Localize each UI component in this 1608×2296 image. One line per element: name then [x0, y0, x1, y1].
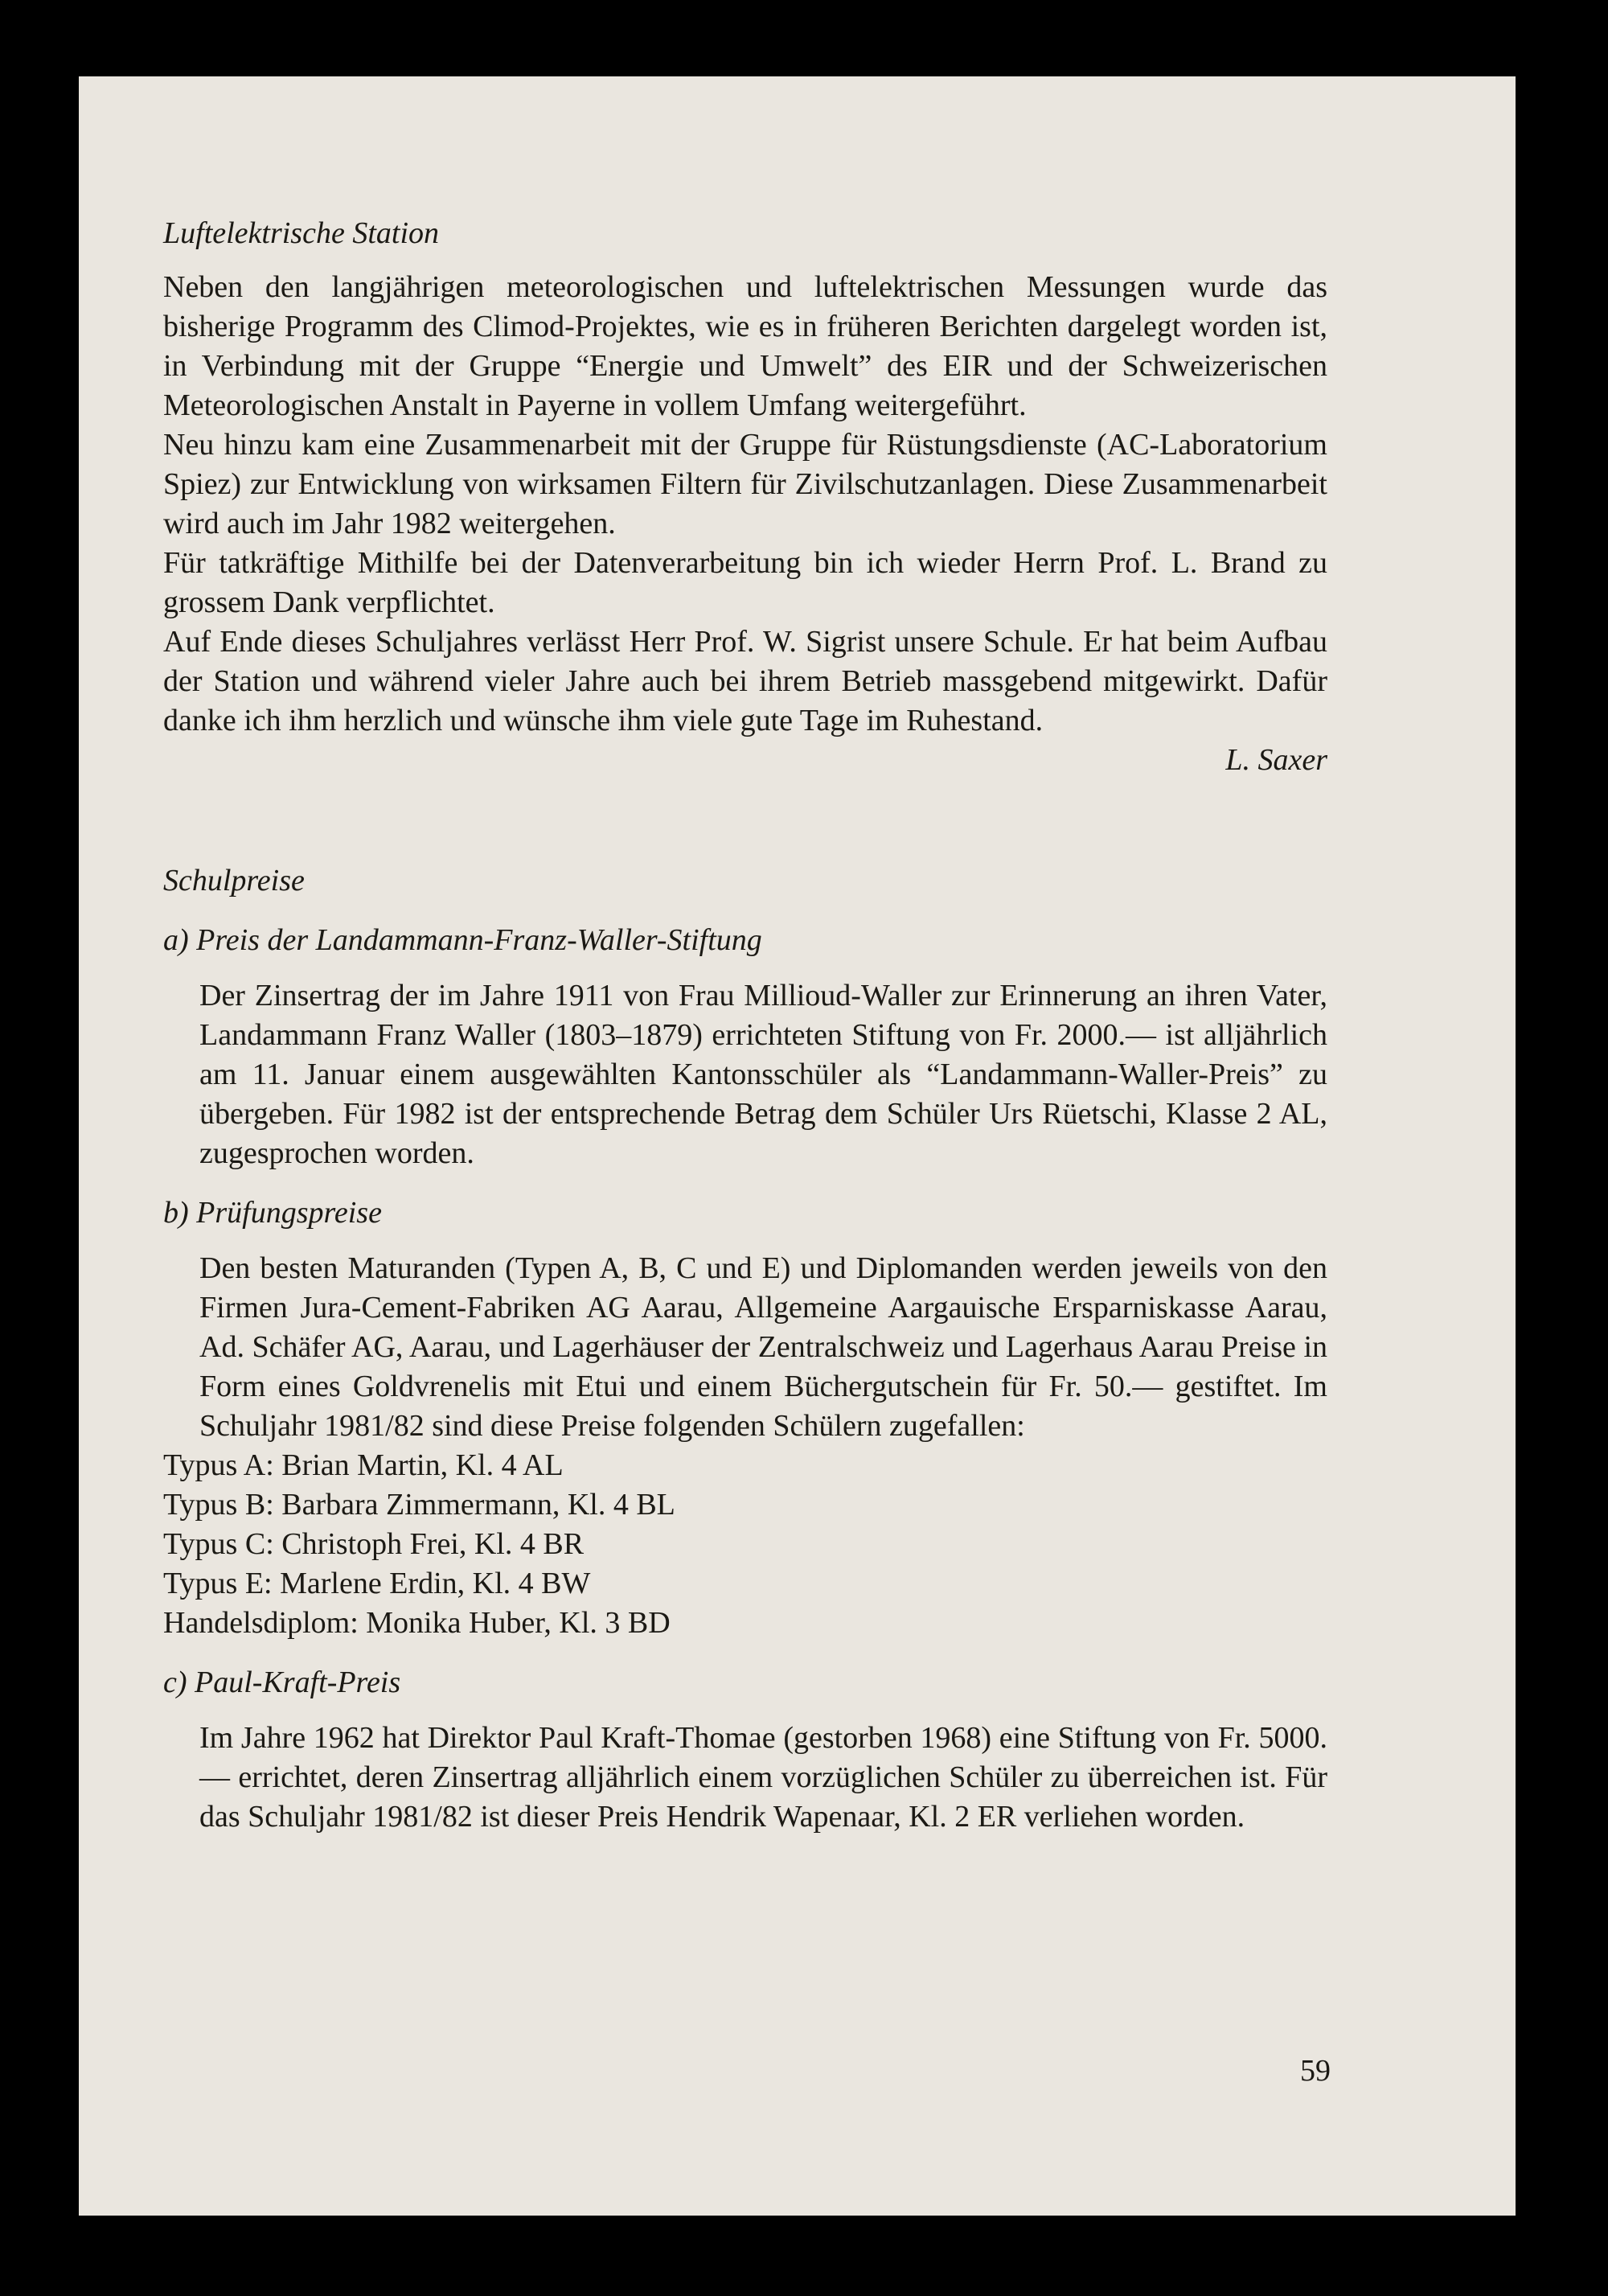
page-content: [163, 213, 1327, 1837]
section-luftelektrische-station: [163, 213, 1327, 780]
paragraph: Den besten Maturanden (Typen A, B, C und E) und Diplomanden werden jeweils von den Firmen Jura-Cement-Fabriken AG Aarau, Allgemeine Aargauische Ersparniskasse Aarau, Ad. Schäfer AG, Aarau, und Lagerhäuser der Zentralschweiz und Lagerhaus Aarau Preise in Form eines Goldvrenelis mit Etui und einem Büchergutschein für Fr. 50.— gestiftet. Im Schuljahr 1981/82 sind diese Preise folgenden Schülern zugefallen:: [199, 1251, 1327, 1443]
subsection-title-c: c) Paul-Kraft-Preis: [163, 1666, 401, 1699]
document-page: [79, 76, 1516, 2216]
list-item: Typus B: Barbara Zimmermann, Kl. 4 BL: [163, 1488, 675, 1522]
list-item: Typus A: Brian Martin, Kl. 4 AL: [163, 1448, 564, 1482]
paragraph: Im Jahre 1962 hat Direktor Paul Kraft-Thomae (gestorben 1968) eine Stiftung von Fr. 5000.— errichtet, deren Zinsertrag alljährlich einem vorzüglichen Schüler zu überreichen ist. Für das Schuljahr 1981/82 ist dieser Preis Hendrik Wapenaar, Kl. 2 ER verliehen worden.: [199, 1721, 1327, 1834]
list-item: Typus E: Marlene Erdin, Kl. 4 BW: [163, 1567, 591, 1600]
page-number: 59: [1300, 2054, 1331, 2088]
paragraph: Neben den langjährigen meteorologischen und luftelektrischen Messungen wurde das bisherige Programm des Climod-Projektes, wie es in früheren Berichten dargelegt worden ist, in Verbindung mit der Gruppe “Energie und Umwelt” des EIR und der Schweizerischen Meteorologischen Anstalt in Payerne in vollem Umfang weitergeführt.: [163, 270, 1327, 422]
subsection-title-b: b) Prüfungspreise: [163, 1196, 382, 1230]
paragraph: Neu hinzu kam eine Zusammenarbeit mit der Gruppe für Rüstungsdienste (AC-Laboratorium Spiez) zur Entwicklung von wirksamen Filtern für Zivilschutzanlagen. Diese Zusammenarbeit wird auch im Jahr 1982 weitergehen.: [163, 428, 1327, 540]
paragraph: Auf Ende dieses Schuljahres verlässt Herr Prof. W. Sigrist unsere Schule. Er hat beim Aufbau der Station und während vieler Jahre auch bei ihrem Betrieb massgebend mitgewirkt. Dafür danke ich ihm herzlich und wünsche ihm viele gute Tage im Ruhestand.: [163, 625, 1327, 737]
section-heading: Schulpreise: [163, 864, 305, 897]
list-item: Typus C: Christoph Frei, Kl. 4 BR: [163, 1527, 585, 1561]
list-item: Handelsdiplom: Monika Huber, Kl. 3 BD: [163, 1606, 671, 1640]
author-signature: L. Saxer: [1225, 743, 1327, 777]
section-heading: Luftelektrische Station: [163, 216, 440, 250]
subsection-title-a: a) Preis der Landammann-Franz-Waller-Stiftung: [163, 923, 762, 957]
section-schulpreise: [163, 860, 1327, 1837]
paragraph: Der Zinsertrag der im Jahre 1911 von Frau Millioud-Waller zur Erinnerung an ihren Vater, Landammann Franz Waller (1803–1879) errichteten Stiftung von Fr. 2000.— ist alljährlich am 11. Januar einem ausgewählten Kantonsschüler als “Landammann-Waller-Preis” zu übergeben. Für 1982 ist der entsprechende Betrag dem Schüler Urs Rüetschi, Klasse 2 AL, zugesprochen worden.: [199, 979, 1327, 1170]
section-spacer: [163, 780, 1327, 860]
paragraph: Für tatkräftige Mithilfe bei der Datenverarbeitung bin ich wieder Herrn Prof. L. Brand zu grossem Dank verpflichtet.: [163, 546, 1327, 619]
winners-list: [163, 1446, 1327, 1643]
